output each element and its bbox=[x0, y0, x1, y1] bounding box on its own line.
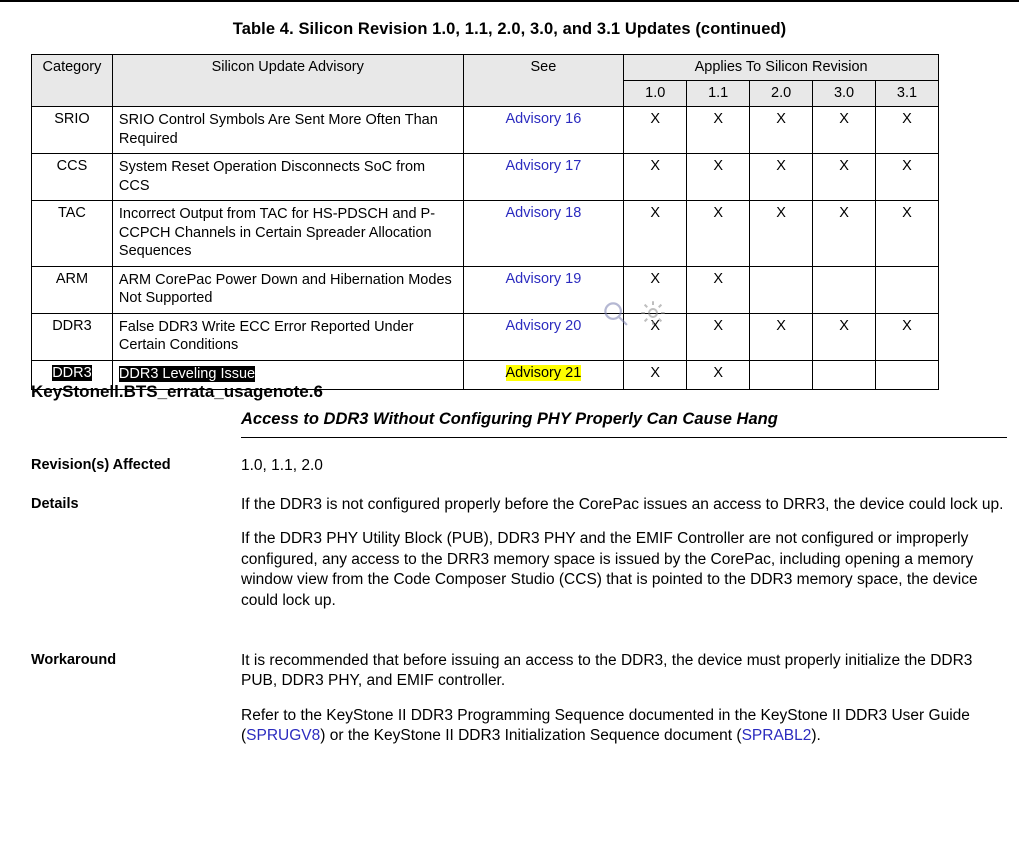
cell-category: TAC bbox=[32, 201, 113, 267]
cell-see-link[interactable]: Advisory 18 bbox=[463, 201, 624, 267]
cell-rev-1-1: X bbox=[687, 361, 750, 390]
workaround-paragraph-1: It is recommended that before issuing an access to the DDR3, the device must properly initialize the DDR3 PUB, DDR3 PHY, and EMIF controller. bbox=[241, 652, 973, 690]
cell-advisory: SRIO Control Symbols Are Sent More Often Than Required bbox=[112, 107, 463, 154]
cell-rev-3-1 bbox=[876, 361, 939, 390]
header-rev-3-1: 3.1 bbox=[876, 81, 939, 107]
cell-rev-1-0: X bbox=[624, 266, 687, 313]
workaround-text-part-3: ). bbox=[811, 727, 821, 745]
workaround-label: Workaround bbox=[31, 652, 117, 668]
cell-rev-3-1: X bbox=[876, 313, 939, 360]
header-advisory: Silicon Update Advisory bbox=[112, 55, 463, 107]
header-rev-1-1: 1.1 bbox=[687, 81, 750, 107]
cell-rev-3-0: X bbox=[813, 154, 876, 201]
section-subtitle: Access to DDR3 Without Configuring PHY Properly Can Cause Hang bbox=[241, 410, 778, 428]
cell-see-link[interactable]: Advisory 16 bbox=[463, 107, 624, 154]
cell-rev-1-1: X bbox=[687, 107, 750, 154]
cell-see-link[interactable]: Advisory 19 bbox=[463, 266, 624, 313]
cell-rev-1-0: X bbox=[624, 313, 687, 360]
cell-advisory: System Reset Operation Disconnects SoC from CCS bbox=[112, 154, 463, 201]
cell-rev-1-0: X bbox=[624, 201, 687, 267]
table-row bbox=[32, 266, 939, 313]
cell-rev-3-0: X bbox=[813, 201, 876, 267]
cell-rev-1-1: X bbox=[687, 266, 750, 313]
header-applies-to-silicon-revision: Applies To Silicon Revision bbox=[624, 55, 939, 81]
cell-rev-3-1: X bbox=[876, 154, 939, 201]
floating-toolbar[interactable] bbox=[596, 292, 672, 334]
cell-rev-3-0 bbox=[813, 266, 876, 313]
table-title: Table 4. Silicon Revision 1.0, 1.1, 2.0, 3.0, and 3.1 Updates (continued) bbox=[232, 20, 787, 38]
cell-rev-2-0: X bbox=[750, 313, 813, 360]
cell-rev-3-0: X bbox=[813, 313, 876, 360]
revisions-affected-value: 1.0, 1.1, 2.0 bbox=[241, 457, 323, 474]
details-paragraph-1: If the DDR3 is not configured properly before the CorePac issues an access to DRR3, the device could lock up. bbox=[241, 496, 1004, 513]
cell-see-link[interactable] bbox=[463, 361, 624, 390]
cell-rev-3-0: X bbox=[813, 107, 876, 154]
sprabl2-link[interactable]: SPRABL2 bbox=[741, 727, 812, 745]
cell-rev-2-0: X bbox=[750, 154, 813, 201]
cell-rev-1-1: X bbox=[687, 154, 750, 201]
cell-category: DDR3 bbox=[32, 313, 113, 360]
cell-advisory: ARM CorePac Power Down and Hibernation Modes Not Supported bbox=[112, 266, 463, 313]
cell-advisory: Incorrect Output from TAC for HS-PDSCH and P-CCPCH Channels in Certain Spreader Allocation Sequences bbox=[112, 201, 463, 267]
cell-rev-1-0: X bbox=[624, 154, 687, 201]
header-category: Category bbox=[32, 55, 113, 107]
table-row bbox=[32, 107, 939, 154]
workaround-paragraph-2 bbox=[241, 706, 1007, 747]
cell-see-link[interactable]: Advisory 17 bbox=[463, 154, 624, 201]
cell-rev-1-1: X bbox=[687, 313, 750, 360]
header-rev-3-0: 3.0 bbox=[813, 81, 876, 107]
cell-rev-2-0: X bbox=[750, 107, 813, 154]
errata-table bbox=[31, 54, 939, 390]
cell-rev-1-0: X bbox=[624, 107, 687, 154]
cell-advisory: False DDR3 Write ECC Error Reported Under Certain Conditions bbox=[112, 313, 463, 360]
section-divider bbox=[241, 437, 1007, 438]
cell-rev-2-0 bbox=[750, 361, 813, 390]
section-id: KeyStonell.BTS_errata_usagenote.6 bbox=[31, 382, 323, 401]
cell-advisory-highlighted: DDR3 Leveling Issue bbox=[118, 366, 256, 383]
cell-rev-3-0 bbox=[813, 361, 876, 390]
details-paragraph-2: If the DDR3 PHY Utility Block (PUB), DDR3 PHY and the EMIF Controller are not configured or improperly configured, any access to the DRR3 memory space is issued by the CorePac, including opening a memory window view from the Code Composer Studio (CCS) that is pointed to the DDR3 memory space, the device could lock up. bbox=[241, 530, 978, 609]
table-row bbox=[32, 313, 939, 360]
cell-category: ARM bbox=[32, 266, 113, 313]
header-rev-1-0: 1.0 bbox=[624, 81, 687, 107]
table-row bbox=[32, 154, 939, 201]
header-see: See bbox=[463, 55, 624, 107]
table-row bbox=[32, 201, 939, 267]
workaround-text-part-2: ) or the KeyStone II DDR3 Initialization Sequence document ( bbox=[320, 727, 742, 745]
header-rev-2-0: 2.0 bbox=[750, 81, 813, 107]
details-label: Details bbox=[31, 496, 79, 512]
search-icon[interactable] bbox=[600, 298, 630, 328]
cell-see-highlighted[interactable]: Advisory 21 bbox=[505, 365, 582, 382]
cell-rev-2-0 bbox=[750, 266, 813, 313]
cell-rev-2-0: X bbox=[750, 201, 813, 267]
sprugv8-link[interactable]: SPRUGV8 bbox=[246, 727, 321, 745]
workaround-body bbox=[241, 651, 1007, 747]
cell-rev-3-1: X bbox=[876, 201, 939, 267]
cell-see-link[interactable]: Advisory 20 bbox=[463, 313, 624, 360]
cell-category: CCS bbox=[32, 154, 113, 201]
details-body bbox=[241, 495, 1007, 611]
cell-rev-3-1: X bbox=[876, 107, 939, 154]
table-header-row-1 bbox=[32, 55, 939, 81]
revisions-affected-label: Revision(s) Affected bbox=[31, 457, 171, 473]
workaround-text-part-1: Refer to the KeyStone II DDR3 Programming Sequence documented in the KeyStone II DDR3 User Guide ( bbox=[241, 706, 970, 745]
cell-category: SRIO bbox=[32, 107, 113, 154]
cell-rev-1-1: X bbox=[687, 201, 750, 267]
cell-category-highlighted: DDR3 bbox=[52, 365, 92, 382]
cell-rev-1-0: X bbox=[624, 361, 687, 390]
gear-icon[interactable] bbox=[638, 298, 668, 328]
page-top-rule bbox=[0, 0, 1019, 2]
cell-rev-3-1 bbox=[876, 266, 939, 313]
